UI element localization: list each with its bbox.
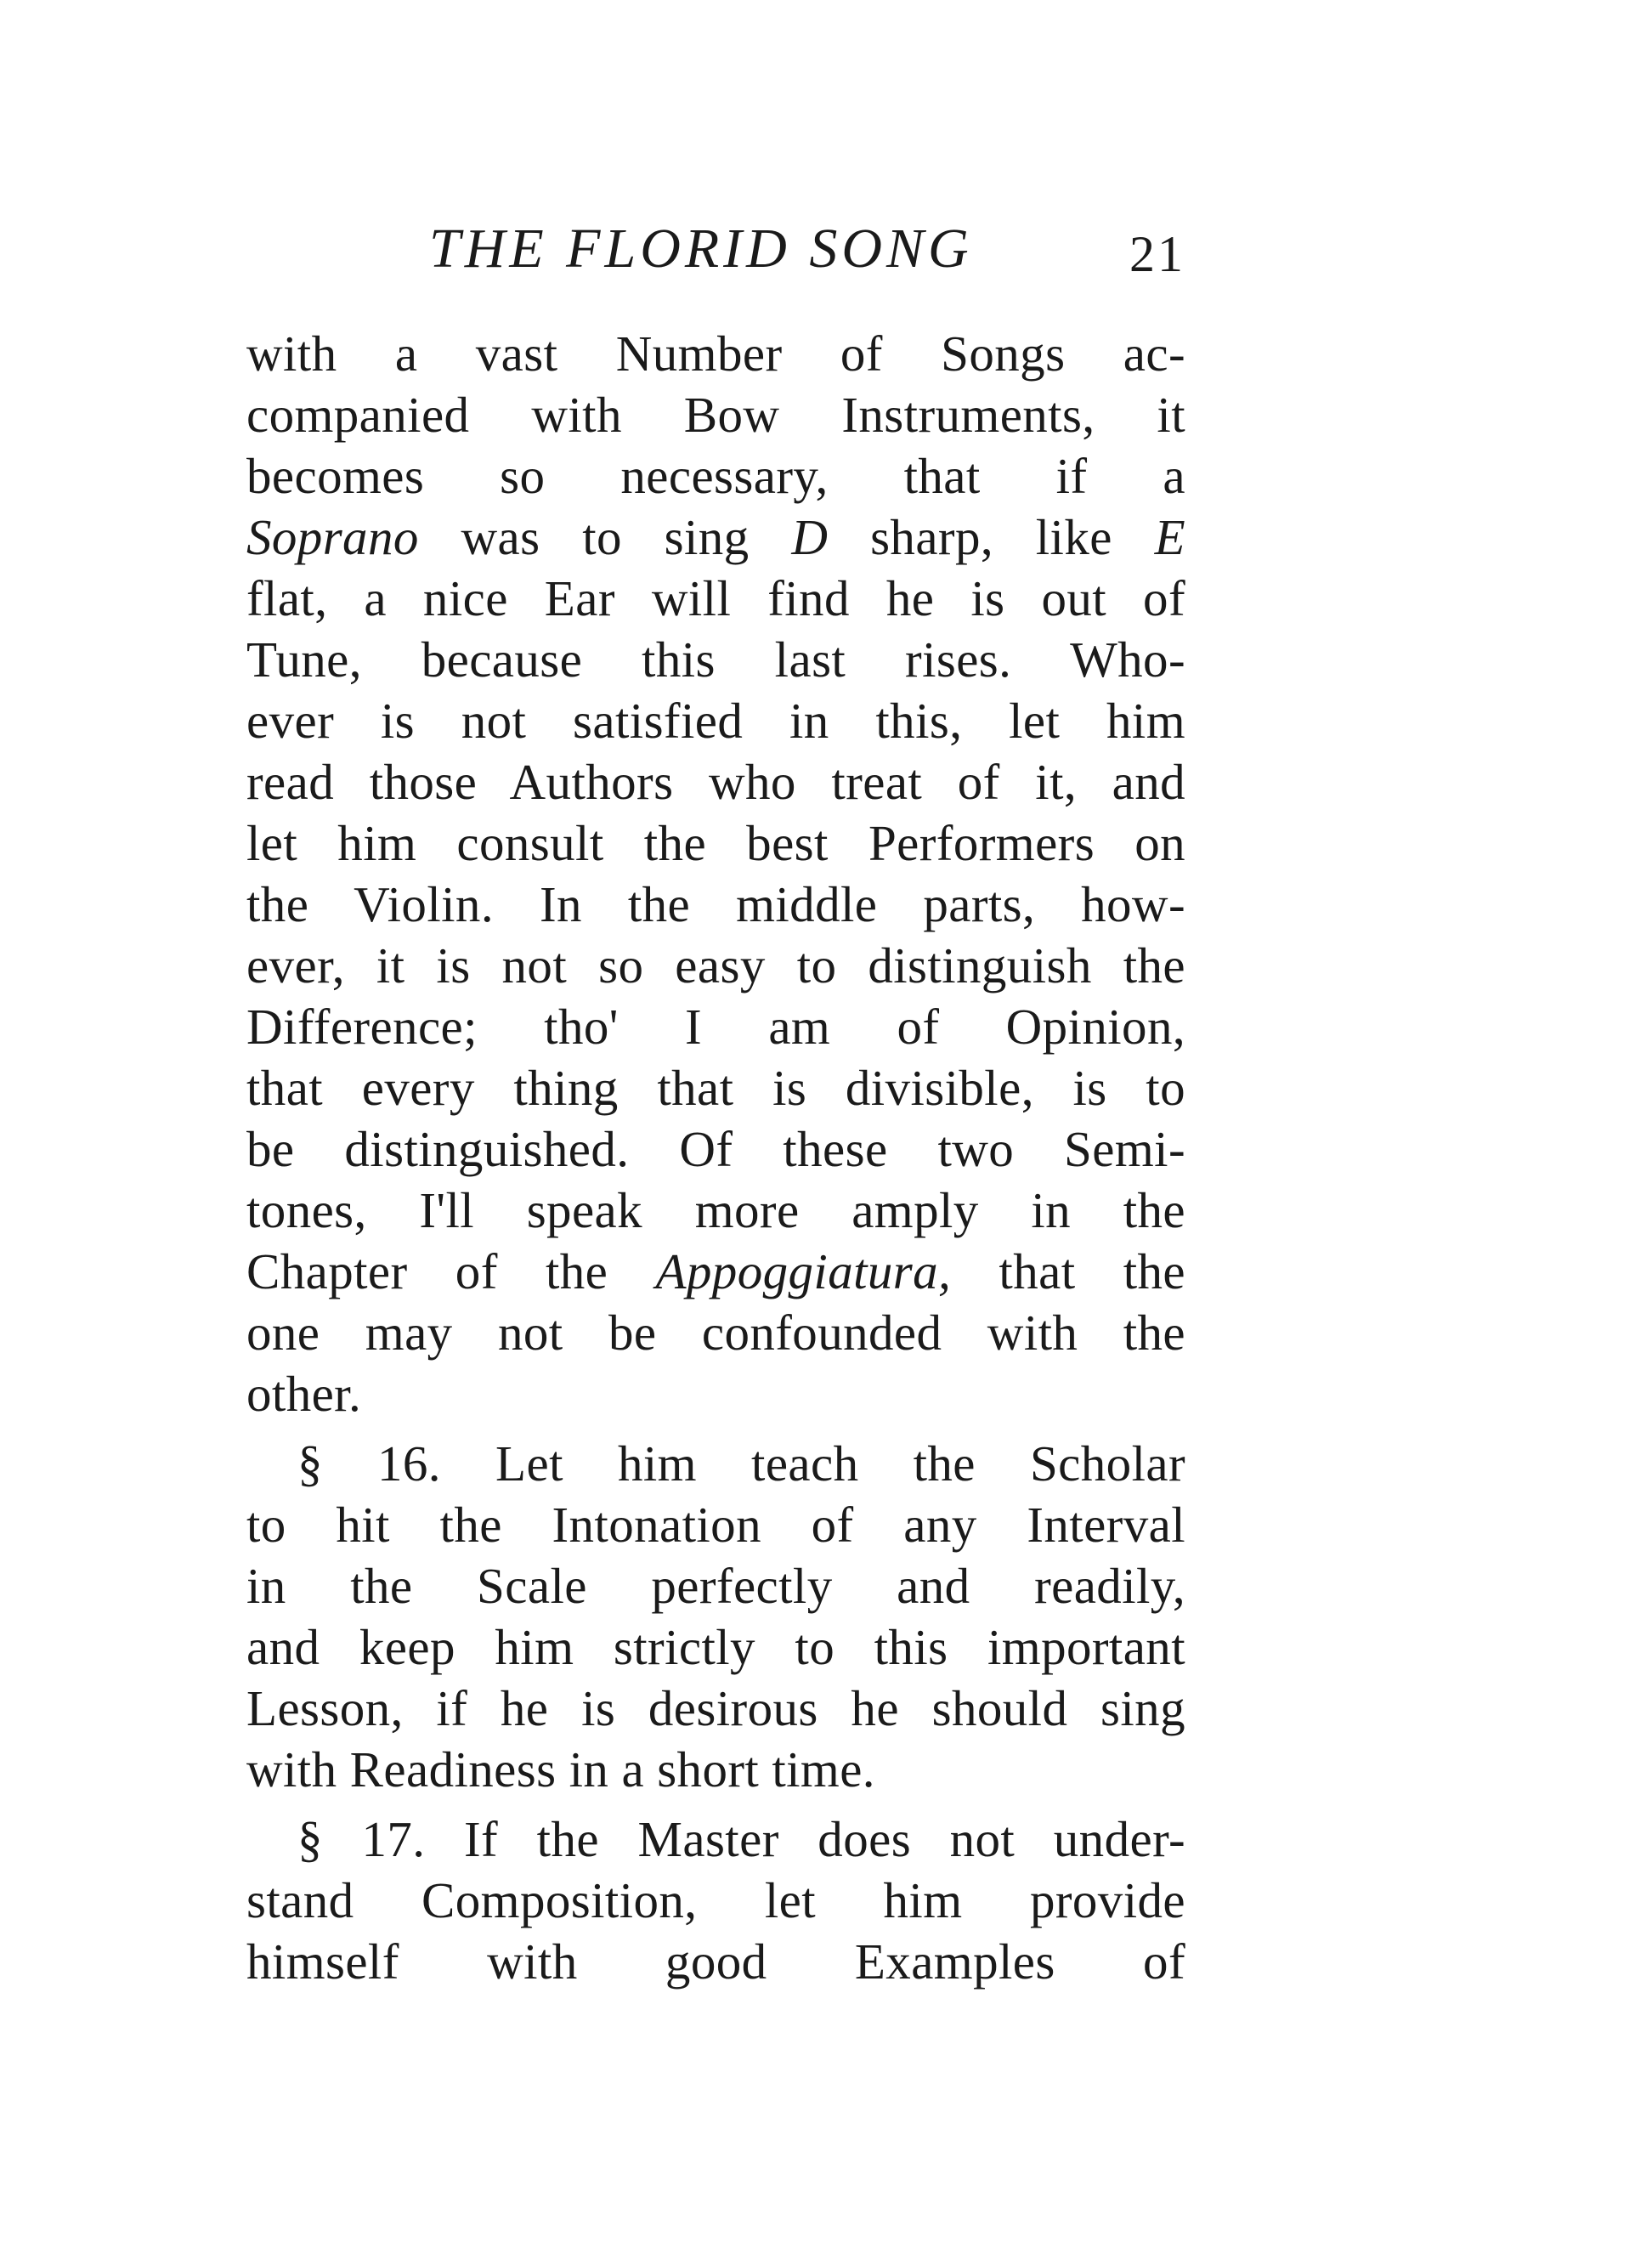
paragraph-section-16 <box>246 1433 1185 1800</box>
text-line: other. <box>246 1366 362 1422</box>
text-line: one may not be confounded with the <box>246 1305 1185 1361</box>
body-text <box>246 323 1185 1992</box>
text-line: Chapter of the Appoggiatura, that the <box>246 1243 1185 1299</box>
running-head <box>246 211 1185 287</box>
text-line: read those Authors who treat of it, and <box>246 754 1185 810</box>
text-line: in the Scale perfectly and readily, <box>246 1558 1185 1614</box>
text-line: to hit the Intonation of any Interval <box>246 1497 1185 1553</box>
text-line: himself with good Examples of <box>246 1933 1185 1990</box>
text-line: that every thing that is divisible, is to <box>246 1060 1185 1116</box>
text-line: flat, a nice Ear will find he is out of <box>246 570 1185 626</box>
text-line: ever is not satisfied in this, let him <box>246 693 1185 749</box>
text-line: be distinguished. Of these two Semi- <box>246 1121 1185 1177</box>
text-line: becomes so necessary, that if a <box>246 448 1185 504</box>
text-line: § 16. Let him teach the Scholar <box>297 1435 1185 1492</box>
text-line: tones, I'll speak more amply in the <box>246 1182 1185 1238</box>
page-number: 21 <box>1129 226 1185 282</box>
italic-note-letter: E <box>1154 509 1186 565</box>
text-line: § 17. If the Master does not under- <box>297 1811 1185 1867</box>
italic-note-letter: D <box>791 509 829 565</box>
text-line: Soprano was to sing D sharp, like E <box>246 509 1186 565</box>
italic-word: Appoggiatura, <box>655 1243 952 1299</box>
paragraph-1 <box>246 323 1185 1424</box>
text-line: Difference; tho' I am of Opinion, <box>246 999 1185 1055</box>
text-line: ever, it is not so easy to distinguish the <box>246 937 1185 993</box>
text-line: Lesson, if he is desirous he should sing <box>246 1680 1185 1736</box>
text-line: Tune, because this last rises. Who- <box>246 631 1185 688</box>
text-line: with Readiness in a short time. <box>246 1741 875 1797</box>
text-line: let him consult the best Performers on <box>246 815 1185 871</box>
running-title: THE FLORID SONG <box>429 218 973 280</box>
text-line: stand Composition, let him provide <box>246 1872 1185 1928</box>
text-line: and keep him strictly to this important <box>246 1619 1185 1675</box>
text-line: with a vast Number of Songs ac- <box>246 325 1185 382</box>
italic-word: Soprano <box>246 509 419 565</box>
paragraph-section-17 <box>246 1809 1185 1992</box>
text-line: the Violin. In the middle parts, how- <box>246 876 1185 932</box>
text-line: companied with Bow Instruments, it <box>246 387 1185 443</box>
